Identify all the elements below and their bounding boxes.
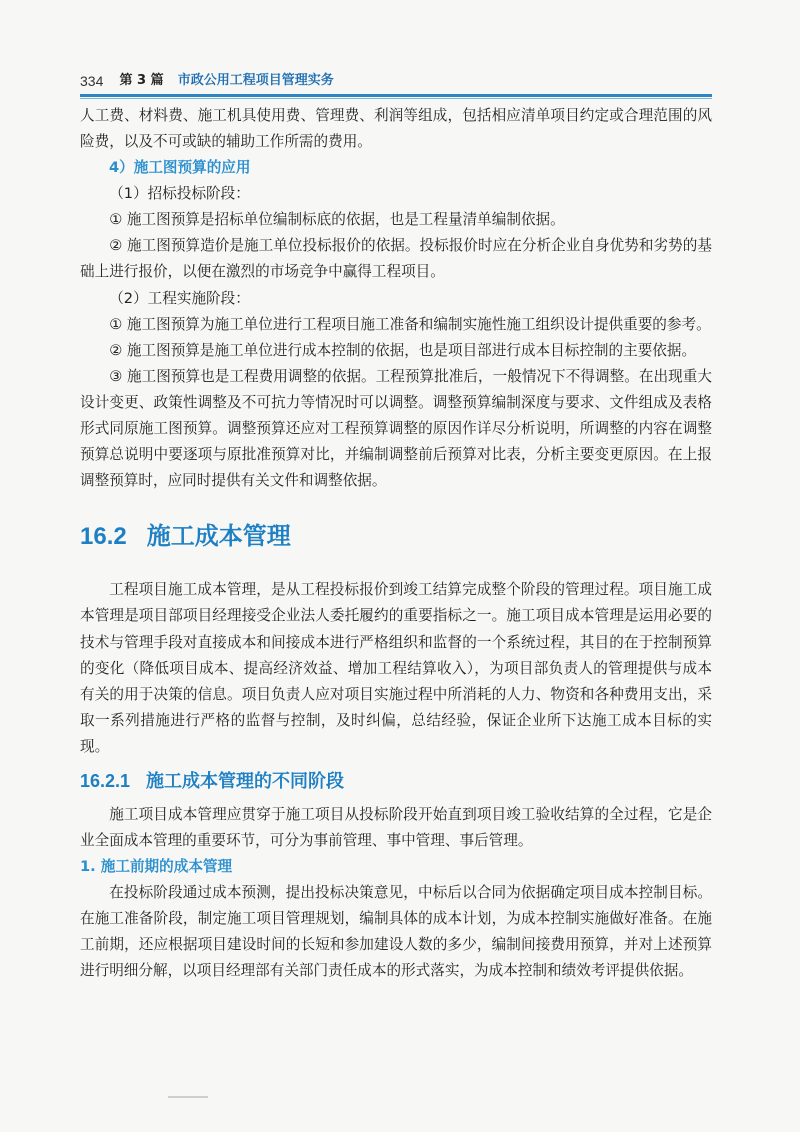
list-item: ① 施工图预算为施工单位进行工程项目施工准备和编制实施性施工组织设计提供重要的参考。 [109, 315, 711, 333]
subsection-title: 施工成本管理的不同阶段 [146, 770, 345, 792]
stage-bidding-title: （1）招标投标阶段： [109, 185, 250, 203]
subsection-heading [80, 766, 712, 796]
list-item: ② 施工图预算造价是施工单位投标报价的依据。投标报价时应在分析企业自身优势和劣势的基础上进行报价，以便在激烈的市场竞争中赢得工程项目。 [80, 237, 712, 281]
list-item: ① 施工图预算是招标单位编制标底的依据，也是工程量清单编制依据。 [109, 211, 565, 229]
list-item: ③ 施工图预算也是工程费用调整的依据。工程预算批准后，一般情况下不得调整。在出现重大设计变更、政策性调整及不可抗力等情况时可以调整。调整预算编制深度与要求、文件组成及表格形式同原施工图预算。调整预算还应对工程预算调整的原因作详尽分析说明，所调整的内容在调整预算总说明中要逐项与原批准预算对比，并编制调整前后预算对比表，分析主要变更原因。在上报调整预算时，应同时提供有关文件和调整依据。 [80, 367, 712, 490]
section-intro: 工程项目施工成本管理，是从工程投标报价到竣工结算完成整个阶段的管理过程。项目施工成本管理是项目部项目经理接受企业法人委托履约的重要指标之一。施工项目成本管理是运用必要的技术与管理手段对直接成本和间接成本进行严格组织和监督的一个系统过程，其目的在于控制预算的变化（降低项目成本、提高经济效益、增加工程结算收入），为项目部负责人的管理提供与成本有关的用于决策的信息。项目负责人应对项目实施过程中所消耗的人力、物资和各种费用支出，采取一系列措施进行严格的监督与控制，及时纠偏，总结经验，保证企业所下达施工成本目标的实现。 [80, 581, 712, 755]
body-text [80, 103, 712, 985]
page-number: 334 [80, 73, 104, 89]
section-heading [80, 517, 712, 555]
book-title: 市政公用工程项目管理实务 [177, 73, 334, 88]
subsection-number: 16.2.1 [80, 770, 131, 791]
section-number: 16.2 [80, 523, 127, 551]
running-header [80, 70, 720, 92]
subheading-pre-construction: 1. 施工前期的成本管理 [80, 858, 233, 876]
section-title: 施工成本管理 [146, 522, 291, 551]
header-rule-thin [80, 98, 712, 99]
pre-construction-body: 在投标阶段通过成本预测，提出投标决策意见，中标后以合同为依据确定项目成本控制目标。在施工准备阶段，制定施工项目管理规划，编制具体的成本计划，为成本控制实施做好准备。在施工前期，还应根据项目建设时间的长短和参加建设人数的多少，编制间接费用预算，并对上述预算进行明细分解，以项目经理部有关部门责任成本的形式落实，为成本控制和绩效考评提供依据。 [80, 884, 712, 980]
subsection-intro: 施工项目成本管理应贯穿于施工项目从投标阶段开始直到项目竣工验收结算的全过程，它是企业全面成本管理的重要环节，可分为事前管理、事中管理、事后管理。 [80, 805, 712, 850]
stage-implementation-title: （2）工程实施阶段： [109, 289, 250, 307]
scan-artifact [168, 1096, 208, 1098]
subheading-application: 4）施工图预算的应用 [109, 159, 251, 177]
header-rule [80, 94, 712, 97]
paragraph-continued: 人工费、材料费、施工机具使用费、管理费、利润等组成，包括相应清单项目约定或合理范围的风险费，以及不可或缺的辅助工作所需的费用。 [80, 107, 712, 151]
part-label: 第 3 篇 [119, 73, 164, 88]
list-item: ② 施工图预算是施工单位进行成本控制的依据，也是项目部进行成本目标控制的主要依据。 [109, 341, 697, 359]
